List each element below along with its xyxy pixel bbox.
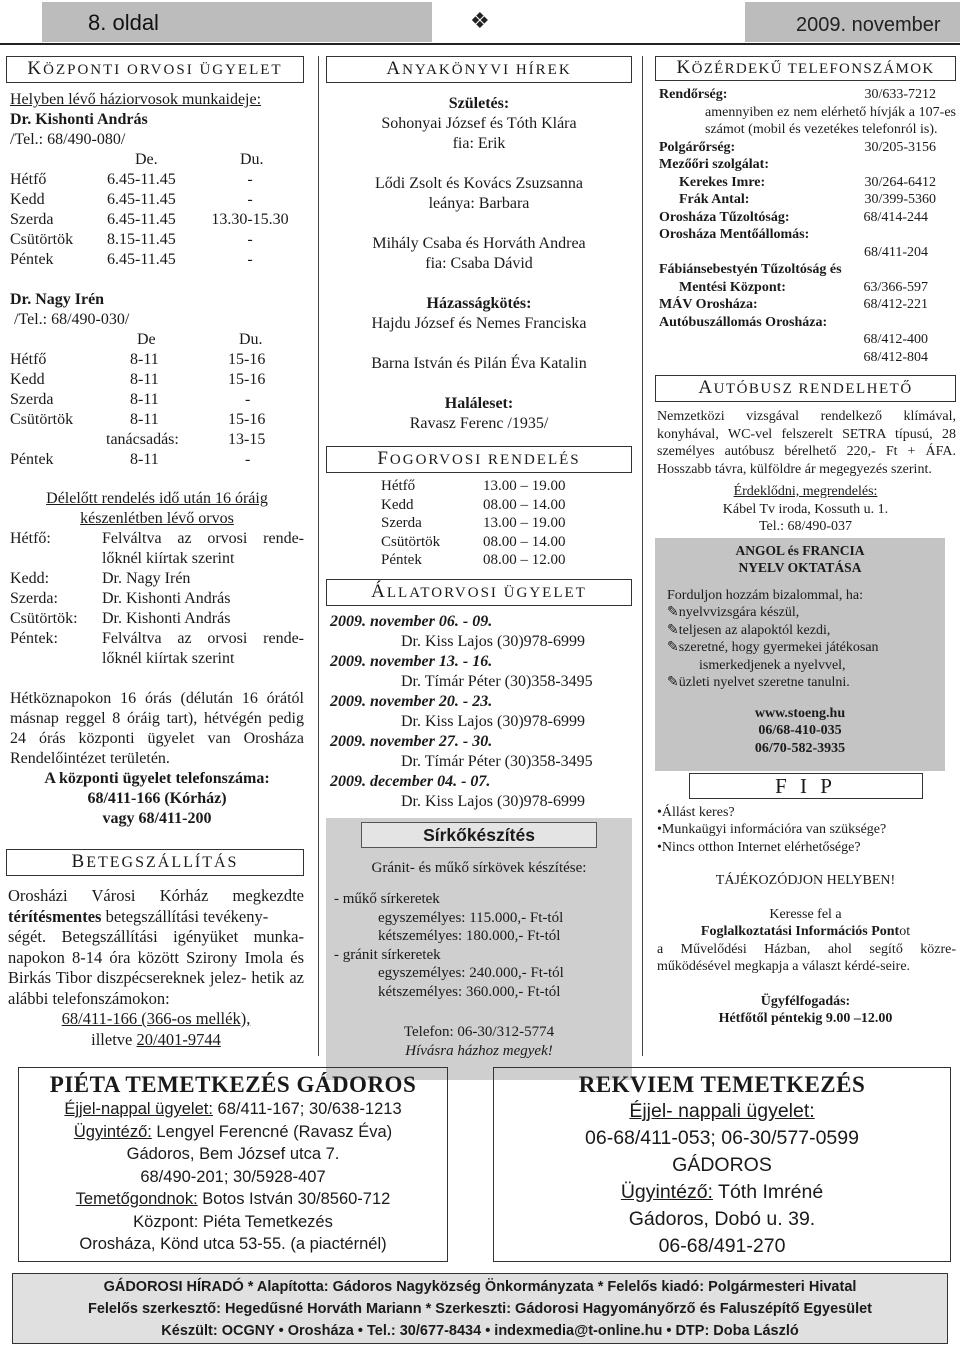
- rekviem-ad: [493, 1067, 951, 1262]
- orvosi-intro: Helyben lévő háziorvosok munkaideje:: [10, 91, 262, 108]
- pieta-line: Orosháza, Könd utca 53-55. (a piactérnél): [79, 1235, 387, 1253]
- duty-row: Szerda: Dr. Kishonti András: [10, 590, 231, 607]
- schedule-row: Péntek 8-11 -: [10, 451, 251, 468]
- rekviem-line: GÁDOROS: [672, 1154, 772, 1176]
- duty-row: lőknél kiírtak szerint: [102, 550, 235, 567]
- pen-icon: ✎: [667, 622, 679, 638]
- marriage-title: Házasságkötés:: [426, 295, 532, 312]
- directory-row: Mentési Központ: 63/366-597: [679, 279, 928, 295]
- angol-ad: ANGOL és FRANCIA NYELV OKTATÁSA Forduljon hozzám bizalommal, ha: ✎nyelvvizsgára készül, ✎teljesen az alapoktól kezdi, ✎szeretné, hogy gyermekei játékosan ismerkedjenek a nyelvvel, ✎üzleti nyelvet szeretne tanulni. www.stoeng.hu 06/68-410-035 06/70-582-3935: [655, 538, 945, 771]
- directory-row: Orosháza Tűzoltóság: 68/414-244: [659, 209, 928, 225]
- angol-phone-1: 06/68-410-035: [758, 723, 842, 738]
- duty-row: lőknél kiírtak szerint: [102, 650, 235, 667]
- section-heading-kozerdeku: KÖZÉRDEKŰ TELEFONSZÁMOK: [655, 56, 956, 81]
- angol-phone-2: 06/70-582-3935: [754, 740, 846, 756]
- marriage-list: Hajdu József és Nemes Franciska Barna István és Pilán Éva Katalin: [371, 315, 587, 372]
- pen-icon: ✎: [667, 605, 679, 620]
- schedule-row: Csütörtök 8-11 15-16: [10, 411, 266, 428]
- pieta-line: 68/490-201; 30/5928-407: [140, 1167, 326, 1186]
- right-column: [655, 56, 956, 1028]
- doctor2-header: De Du.: [137, 331, 263, 348]
- directory-row: Polgárőrség: 30/205-3156: [659, 139, 936, 155]
- section-heading-fip: F I P: [689, 773, 923, 799]
- angol-web: www.stoeng.hu: [754, 705, 846, 721]
- births-title: Születés:: [448, 95, 510, 112]
- pieta-line: Temetőgondnok: Botos István 30/8560-712: [75, 1190, 391, 1208]
- pieta-title: PIÉTA TEMETKEZÉS GÁDOROS: [49, 1072, 417, 1097]
- schedule-row: Hétfő 13.00 – 19.00: [381, 478, 566, 494]
- sirko-title: Sírkőkészítés: [361, 822, 597, 848]
- directory-row: Rendőrség: 30/633-7212: [659, 87, 936, 102]
- schedule-row: Péntek 6.45-11.45 -: [10, 251, 253, 268]
- schedule-row: Szerda 8-11 -: [10, 391, 251, 408]
- column-rule-2: [642, 56, 643, 1056]
- doctor1-tel: /Tel.: 68/490-080/: [10, 131, 126, 148]
- column-rule-1: [318, 56, 319, 1056]
- weekday-duty-paragraph: Hétköznapokon 16 órás (délután 16 órától másnap reggel 8 óráig tart), hétvégén pedig 24 órás központi ügyelet van Orosháza Rendelőintézet területén.: [10, 690, 304, 767]
- rekviem-title: REKVIEM TEMETKEZÉS: [578, 1072, 866, 1097]
- autobusz-phone: Tel.: 68/490-037: [758, 519, 853, 534]
- header-rule: [0, 43, 960, 45]
- directory-row: 68/412-804: [863, 349, 928, 365]
- section-heading-beteg: BETEGSZÁLLÍTÁS: [6, 849, 304, 876]
- schedule-row: tanácsadás: 13-15: [106, 431, 266, 448]
- section-heading-fogorvosi: FOGORVOSI RENDELÉS: [326, 446, 632, 473]
- after-hours-line1: Délelőtt rendelés idő után 16 óráig: [46, 490, 268, 507]
- directory-row: Autóbuszállomás Orosháza:: [659, 314, 828, 330]
- pieta-line: Ügyintéző: Lengyel Ferencné (Ravasz Éva): [73, 1122, 393, 1141]
- left-column: [6, 56, 304, 1050]
- section-heading-autobusz: AUTÓBUSZ RENDELHETŐ: [655, 375, 956, 402]
- sirko-subtitle: Gránit- és műkő sírkövek készítése:: [371, 859, 587, 876]
- schedule-row: Péntek 08.00 – 12.00: [381, 552, 566, 568]
- duty-row: Péntek: Felváltva az orvosi rende-: [10, 630, 304, 647]
- rekviem-line: 06-68/411-053; 06-30/577-0599: [585, 1127, 859, 1149]
- death-name: Ravasz Ferenc /1935/: [409, 415, 549, 432]
- fogorvosi-schedule: [326, 477, 632, 570]
- schedule-row: Csütörtök 08.00 – 14.00: [381, 533, 566, 550]
- middle-column: [326, 56, 632, 1080]
- page-header: [0, 0, 960, 44]
- phone-number-1: 68/411-166 (Kórház): [87, 790, 227, 807]
- fip-text: a Művelődési Házban, ahol segítő közre- működésével megkapja a választ kérdé-seire.: [657, 941, 956, 974]
- ornament-icon: ❖: [470, 8, 490, 33]
- schedule-row: Kedd 08.00 – 14.00: [381, 496, 566, 513]
- phone-title: A központi ügyelet telefonszáma:: [44, 770, 270, 787]
- footer-line-2: Felelős szerkesztő: Hegedűsné Horváth Mariann * Szerkeszti: Gádorosi Hagyományőrző és Faluszépítő Egyesület: [87, 1301, 873, 1317]
- footer-line-3: Készült: OCGNY • Orosháza • Tel.: 30/677-8434 • indexmedia@t-online.hu • DTP: Doba László: [161, 1323, 799, 1339]
- births-list: Sohonyai József és Tóth Klára fia: Erik Lődi Zsolt és Kovács Zsuzsanna leánya: Barbara Mihály Csaba és Horváth Andrea fia: Csaba Dávid: [372, 115, 586, 272]
- directory-row: MÁV Orosháza: 68/412-221: [659, 297, 928, 312]
- duty-row: Hétfő: Felváltva az orvosi rende-: [10, 530, 304, 547]
- anyakonyvi-body: [326, 94, 632, 434]
- pieta-line: Éjjel-nappal ügyelet: 68/411-167; 30/638-1213: [64, 1100, 402, 1118]
- beteg-body: Orosházi Városi Kórház megkezdte térítésmentes betegszállítási tevékeny- ségét. Betegszállítási igényüket munka- napokon 8-14 óra között Szirony Imola és Birkás Tibor diszpécsereknek jelez- hetik az alábbi telefonszámokon: 68/411-166 (366-os mellék), illetve 20/401-9744: [8, 886, 304, 1049]
- pieta-ad: [18, 1067, 448, 1262]
- footer-line-1: GÁDOROSI HÍRADÓ * Alapította: Gádoros Nagyközség Önkormányzata * Felelős kiadó: Polgármesteri Hivatal: [103, 1279, 857, 1295]
- pieta-line: Gádoros, Bem József utca 7.: [126, 1145, 340, 1163]
- section-heading-allatorvosi: ÁLLATORVOSI ÜGYELET: [326, 579, 632, 606]
- issue-date: 2009. november: [796, 14, 941, 36]
- autobusz-address: Kábel Tv iroda, Kossuth u. 1.: [722, 501, 889, 517]
- section-heading-anyakonyvi: ANYAKÖNYVI HÍREK: [326, 56, 632, 83]
- after-hours-line2: készenlétben lévő orvos: [80, 510, 234, 527]
- schedule-row: Szerda 6.45-11.45 13.30-15.30: [10, 211, 289, 228]
- schedule-row: Hétfő 8-11 15-16: [10, 351, 266, 368]
- police-note: amennyiben ez nem elérhető hívják a 107-es számot (mobil és vezetékes telefonról is).: [705, 104, 956, 137]
- rekviem-line: Gádoros, Dobó u. 39.: [628, 1208, 816, 1230]
- rekviem-line: Éjjel- nappali ügyelet:: [629, 1100, 815, 1122]
- rekviem-line: Ügyintéző: Tóth Imréné: [620, 1181, 824, 1203]
- schedule-row: Szerda 13.00 – 19.00: [381, 515, 566, 531]
- fip-keresse: Keresse fel a: [769, 906, 842, 922]
- rekviem-line: 06-68/491-270: [658, 1235, 786, 1257]
- section-heading-orvosi: KÖZPONTI ORVOSI ÜGYELET: [6, 56, 304, 83]
- directory-row: Mezőőri szolgálat:: [659, 157, 770, 172]
- duty-list: [10, 529, 304, 669]
- schedule-row: Kedd 6.45-11.45 -: [10, 191, 253, 208]
- directory-row: Orosháza Mentőállomás:: [659, 227, 810, 242]
- pen-icon: ✎: [667, 675, 679, 690]
- page-footer: [12, 1273, 948, 1344]
- pieta-line: Központ: Piéta Temetkezés: [133, 1212, 333, 1231]
- autobusz-text: Nemzetközi vizsgával rendelkező klímával, konyhával, WC-vel felszerelt SETRA típusú, 28 személyes autóbusz bérelhető 220,- Ft + ÁFA. Hosszabb távra, külföldre ár megegyezés szerint.: [657, 409, 956, 477]
- allatorvosi-list: 2009. november 06. - 09. Dr. Kiss Lajos (30)978-6999 2009. november 13. - 16. Dr. Tímár Péter (30)358-3495 2009. november 20. - 23. Dr. Kiss Lajos (30)978-6999 2009. november 27. - 30. Dr. Tímár Péter (30)358-3495 2009. december 04. - 07. Dr. Kiss Lajos (30)978-6999: [330, 612, 593, 810]
- directory-row: Kerekes Imre: 30/264-6412: [679, 174, 936, 190]
- directory-row: Fábiánsebestyén Tűzoltóság és: [659, 262, 842, 277]
- duty-row: Kedd: Dr. Nagy Irén: [10, 570, 191, 587]
- directory-row: 68/412-400: [863, 332, 928, 347]
- directory-row: Frák Antal: 30/399-5360: [679, 192, 936, 207]
- autobusz-info: Érdeklődni, megrendelés:: [733, 484, 878, 499]
- sirko-prices: - műkő sírkeretek egyszemélyes: 115.000,- Ft-tól kétszemélyes: 180.000,- Ft-tól - gránit sírkeretek egyszemélyes: 240.000,- Ft-tól kétszemélyes: 360.000,- Ft-tól: [334, 891, 564, 1000]
- directory-row: 68/411-204: [863, 244, 928, 260]
- sirko-phone: Telefon: 06-30/312-5774: [403, 1024, 555, 1040]
- doctor1-name: Dr. Kishonti András: [10, 111, 148, 128]
- doctor2-name: Dr. Nagy Irén: [10, 291, 105, 308]
- sirko-ad: [326, 818, 632, 1080]
- pen-icon: ✎: [667, 640, 679, 655]
- death-title: Haláleset:: [444, 395, 514, 412]
- fip-office: Foglalkoztatási Információs Pontot: [700, 924, 911, 939]
- beteg-phone-1: 68/411-166 (366-os mellék),: [61, 1009, 251, 1028]
- fip-hours-title: Ügyfélfogadás:: [760, 993, 851, 1009]
- phone-number-2: vagy 68/411-200: [102, 810, 212, 827]
- doctor1-header: De. Du.: [135, 151, 264, 168]
- doctor2-tel: /Tel.: 68/490-030/: [10, 311, 130, 328]
- fip-headline: TÁJÉKOZÓDJON HELYBEN!: [715, 873, 896, 888]
- doctor2-schedule: [10, 350, 304, 470]
- fip-questions: •Állást keres? •Munkaügyi információra van szüksége? •Nincs otthon Internet elérhetősége?: [657, 804, 887, 855]
- duty-row: Csütörtök: Dr. Kishonti András: [10, 610, 231, 627]
- phone-directory: [655, 86, 956, 366]
- orvosi-body: [6, 90, 304, 829]
- angol-list: ✎nyelvvizsgára készül, ✎teljesen az alapoktól kezdi, ✎szeretné, hogy gyermekei játékosan ismerkedjenek a nyelvvel, ✎üzleti nyelvet szeretne tanulni.: [667, 605, 879, 690]
- beteg-phone-2: illetve 20/401-9744: [91, 1029, 221, 1049]
- schedule-row: Hétfő 6.45-11.45 -: [10, 171, 253, 188]
- page-number: 8. oldal: [88, 10, 159, 35]
- doctor1-schedule: [10, 170, 304, 270]
- sirko-note: Hívásra házhoz megyek!: [405, 1042, 553, 1059]
- schedule-row: Csütörtök 8.15-11.45 -: [10, 231, 253, 248]
- fip-hours: Hétfőtől péntekig 9.00 –12.00: [718, 1011, 893, 1026]
- schedule-row: Kedd 8-11 15-16: [10, 371, 266, 388]
